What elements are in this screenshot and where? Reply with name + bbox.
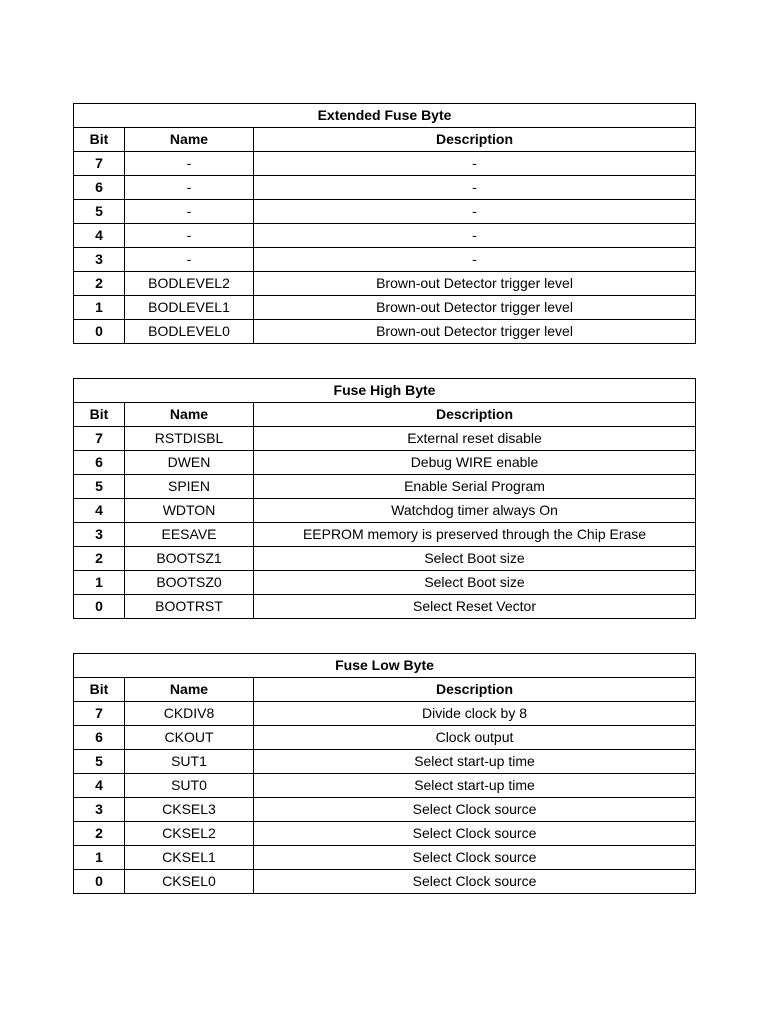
bit-cell: 1 (74, 571, 125, 595)
table-row (74, 846, 696, 870)
table-title: Extended Fuse Byte (74, 104, 696, 128)
table-row (74, 475, 696, 499)
name-cell: BOOTSZ1 (125, 547, 254, 571)
description-cell: - (254, 224, 696, 248)
name-cell: WDTON (125, 499, 254, 523)
bit-cell: 2 (74, 547, 125, 571)
description-cell: Watchdog timer always On (254, 499, 696, 523)
bit-cell: 5 (74, 475, 125, 499)
bit-cell: 4 (74, 499, 125, 523)
bit-cell: 5 (74, 750, 125, 774)
bit-cell: 7 (74, 427, 125, 451)
description-cell: Select Boot size (254, 571, 696, 595)
name-cell: CKSEL3 (125, 798, 254, 822)
bit-cell: 4 (74, 224, 125, 248)
column-header-name: Name (125, 403, 254, 427)
table-row (74, 595, 696, 619)
name-cell: BOOTRST (125, 595, 254, 619)
name-cell: SUT0 (125, 774, 254, 798)
bit-cell: 0 (74, 320, 125, 344)
column-header-description: Description (254, 678, 696, 702)
description-cell: Brown-out Detector trigger level (254, 320, 696, 344)
table-row (74, 774, 696, 798)
bit-cell: 3 (74, 798, 125, 822)
name-cell: SPIEN (125, 475, 254, 499)
name-cell: DWEN (125, 451, 254, 475)
description-cell: Brown-out Detector trigger level (254, 272, 696, 296)
table-row (74, 296, 696, 320)
table-row (74, 702, 696, 726)
bit-cell: 7 (74, 702, 125, 726)
name-cell: BODLEVEL1 (125, 296, 254, 320)
table-row (74, 870, 696, 894)
table-header-row (74, 128, 696, 152)
table-row (74, 427, 696, 451)
description-cell: - (254, 152, 696, 176)
table-row (74, 499, 696, 523)
bit-cell: 6 (74, 176, 125, 200)
description-cell: EEPROM memory is preserved through the Chip Erase (254, 523, 696, 547)
name-cell: CKOUT (125, 726, 254, 750)
description-cell: Clock output (254, 726, 696, 750)
description-cell: Enable Serial Program (254, 475, 696, 499)
description-cell: Debug WIRE enable (254, 451, 696, 475)
description-cell: - (254, 176, 696, 200)
description-cell: Select Boot size (254, 547, 696, 571)
bit-cell: 2 (74, 272, 125, 296)
column-header-name: Name (125, 678, 254, 702)
table-header-row (74, 678, 696, 702)
description-cell: Select start-up time (254, 750, 696, 774)
table-row (74, 272, 696, 296)
description-cell: Divide clock by 8 (254, 702, 696, 726)
table-title: Fuse Low Byte (74, 654, 696, 678)
name-cell: BODLEVEL0 (125, 320, 254, 344)
bit-cell: 4 (74, 774, 125, 798)
fuse-low-byte-table (73, 653, 696, 894)
bit-cell: 0 (74, 595, 125, 619)
table-row (74, 571, 696, 595)
table-row (74, 798, 696, 822)
name-cell: BODLEVEL2 (125, 272, 254, 296)
table-row (74, 176, 696, 200)
table-row (74, 320, 696, 344)
description-cell: - (254, 248, 696, 272)
table-title-row (74, 654, 696, 678)
name-cell: - (125, 152, 254, 176)
column-header-name: Name (125, 128, 254, 152)
fuse-high-byte-table (73, 378, 696, 619)
name-cell: EESAVE (125, 523, 254, 547)
table-row (74, 224, 696, 248)
name-cell: SUT1 (125, 750, 254, 774)
extended-fuse-byte-table (73, 103, 696, 344)
column-header-description: Description (254, 128, 696, 152)
description-cell: - (254, 200, 696, 224)
name-cell: CKSEL2 (125, 822, 254, 846)
bit-cell: 2 (74, 822, 125, 846)
column-header-bit: Bit (74, 678, 125, 702)
description-cell: Select Clock source (254, 822, 696, 846)
name-cell: - (125, 200, 254, 224)
description-cell: Select Clock source (254, 870, 696, 894)
name-cell: CKSEL1 (125, 846, 254, 870)
column-header-bit: Bit (74, 403, 125, 427)
bit-cell: 3 (74, 248, 125, 272)
table-title-row (74, 104, 696, 128)
description-cell: Select Clock source (254, 846, 696, 870)
name-cell: CKSEL0 (125, 870, 254, 894)
name-cell: CKDIV8 (125, 702, 254, 726)
table-title: Fuse High Byte (74, 379, 696, 403)
name-cell: BOOTSZ0 (125, 571, 254, 595)
name-cell: RSTDISBL (125, 427, 254, 451)
name-cell: - (125, 248, 254, 272)
bit-cell: 6 (74, 726, 125, 750)
description-cell: Select start-up time (254, 774, 696, 798)
bit-cell: 1 (74, 846, 125, 870)
table-row (74, 726, 696, 750)
column-header-bit: Bit (74, 128, 125, 152)
description-cell: External reset disable (254, 427, 696, 451)
column-header-description: Description (254, 403, 696, 427)
table-row (74, 822, 696, 846)
name-cell: - (125, 176, 254, 200)
table-row (74, 750, 696, 774)
bit-cell: 3 (74, 523, 125, 547)
bit-cell: 7 (74, 152, 125, 176)
bit-cell: 1 (74, 296, 125, 320)
table-header-row (74, 403, 696, 427)
table-row (74, 152, 696, 176)
description-cell: Brown-out Detector trigger level (254, 296, 696, 320)
description-cell: Select Clock source (254, 798, 696, 822)
description-cell: Select Reset Vector (254, 595, 696, 619)
table-row (74, 523, 696, 547)
name-cell: - (125, 224, 254, 248)
table-row (74, 547, 696, 571)
bit-cell: 6 (74, 451, 125, 475)
table-title-row (74, 379, 696, 403)
bit-cell: 0 (74, 870, 125, 894)
table-row (74, 248, 696, 272)
bit-cell: 5 (74, 200, 125, 224)
table-row (74, 200, 696, 224)
table-row (74, 451, 696, 475)
